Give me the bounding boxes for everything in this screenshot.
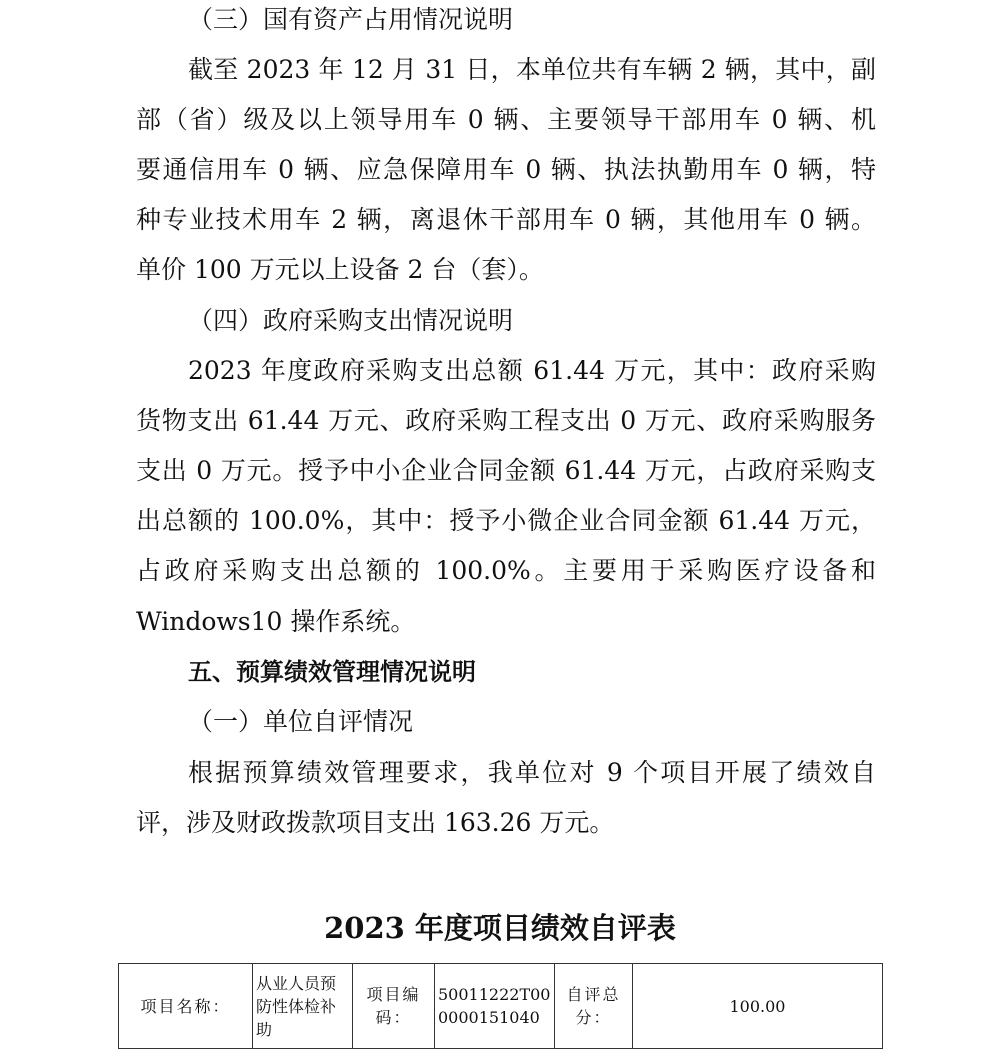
project-code-label: 项目编码： xyxy=(353,964,435,1049)
paragraph-line: 货物支出 61.44 万元、政府采购工程支出 0 万元、政府采购服务 xyxy=(136,406,876,435)
paragraph-line: 要通信用车 0 辆、应急保障用车 0 辆、执法执勤用车 0 辆，特 xyxy=(136,155,876,184)
score-value: 100.00 xyxy=(633,964,883,1049)
paragraph-line: 出总额的 100.0%，其中：授予小微企业合同金额 61.44 万元， xyxy=(136,506,876,535)
paragraph-line: 2023 年度政府采购支出总额 61.44 万元，其中：政府采购 xyxy=(188,356,876,385)
paragraph-line: 种专业技术用车 2 辆，离退休干部用车 0 辆，其他用车 0 辆。 xyxy=(136,205,876,234)
paragraph-line: 评，涉及财政拨款项目支出 163.26 万元。 xyxy=(136,808,615,837)
paragraph-line: 单价 100 万元以上设备 2 台（套）。 xyxy=(136,255,544,284)
section-5-sub-heading: （一）单位自评情况 xyxy=(188,707,414,736)
paragraph-line: 截至 2023 年 12 月 31 日，本单位共有车辆 2 辆，其中，副 xyxy=(188,55,876,84)
paragraph-line: 占政府采购支出总额的 100.0%。主要用于采购医疗设备和 xyxy=(136,556,876,585)
project-code-value: 50011222T000000151040 xyxy=(435,964,555,1049)
section-3-heading: （三）国有资产占用情况说明 xyxy=(188,5,514,34)
paragraph-line: Windows10 操作系统。 xyxy=(136,607,416,636)
paragraph-line: 部（省）级及以上领导用车 0 辆、主要领导干部用车 0 辆、机 xyxy=(136,105,876,134)
section-4-heading: （四）政府采购支出情况说明 xyxy=(188,306,514,335)
performance-table xyxy=(118,963,883,1049)
project-name-label: 项目名称： xyxy=(119,964,253,1049)
score-label: 自评总分： xyxy=(555,964,633,1049)
project-name-value: 从业人员预防性体检补助 xyxy=(253,964,353,1049)
section-5-heading: 五、预算绩效管理情况说明 xyxy=(188,658,476,686)
paragraph-line: 根据预算绩效管理要求，我单位对 9 个项目开展了绩效自 xyxy=(188,758,876,787)
table-title: 2023 年度项目绩效自评表 xyxy=(324,911,676,945)
table-row xyxy=(119,964,883,1049)
paragraph-line: 支出 0 万元。授予中小企业合同金额 61.44 万元，占政府采购支 xyxy=(136,456,876,485)
